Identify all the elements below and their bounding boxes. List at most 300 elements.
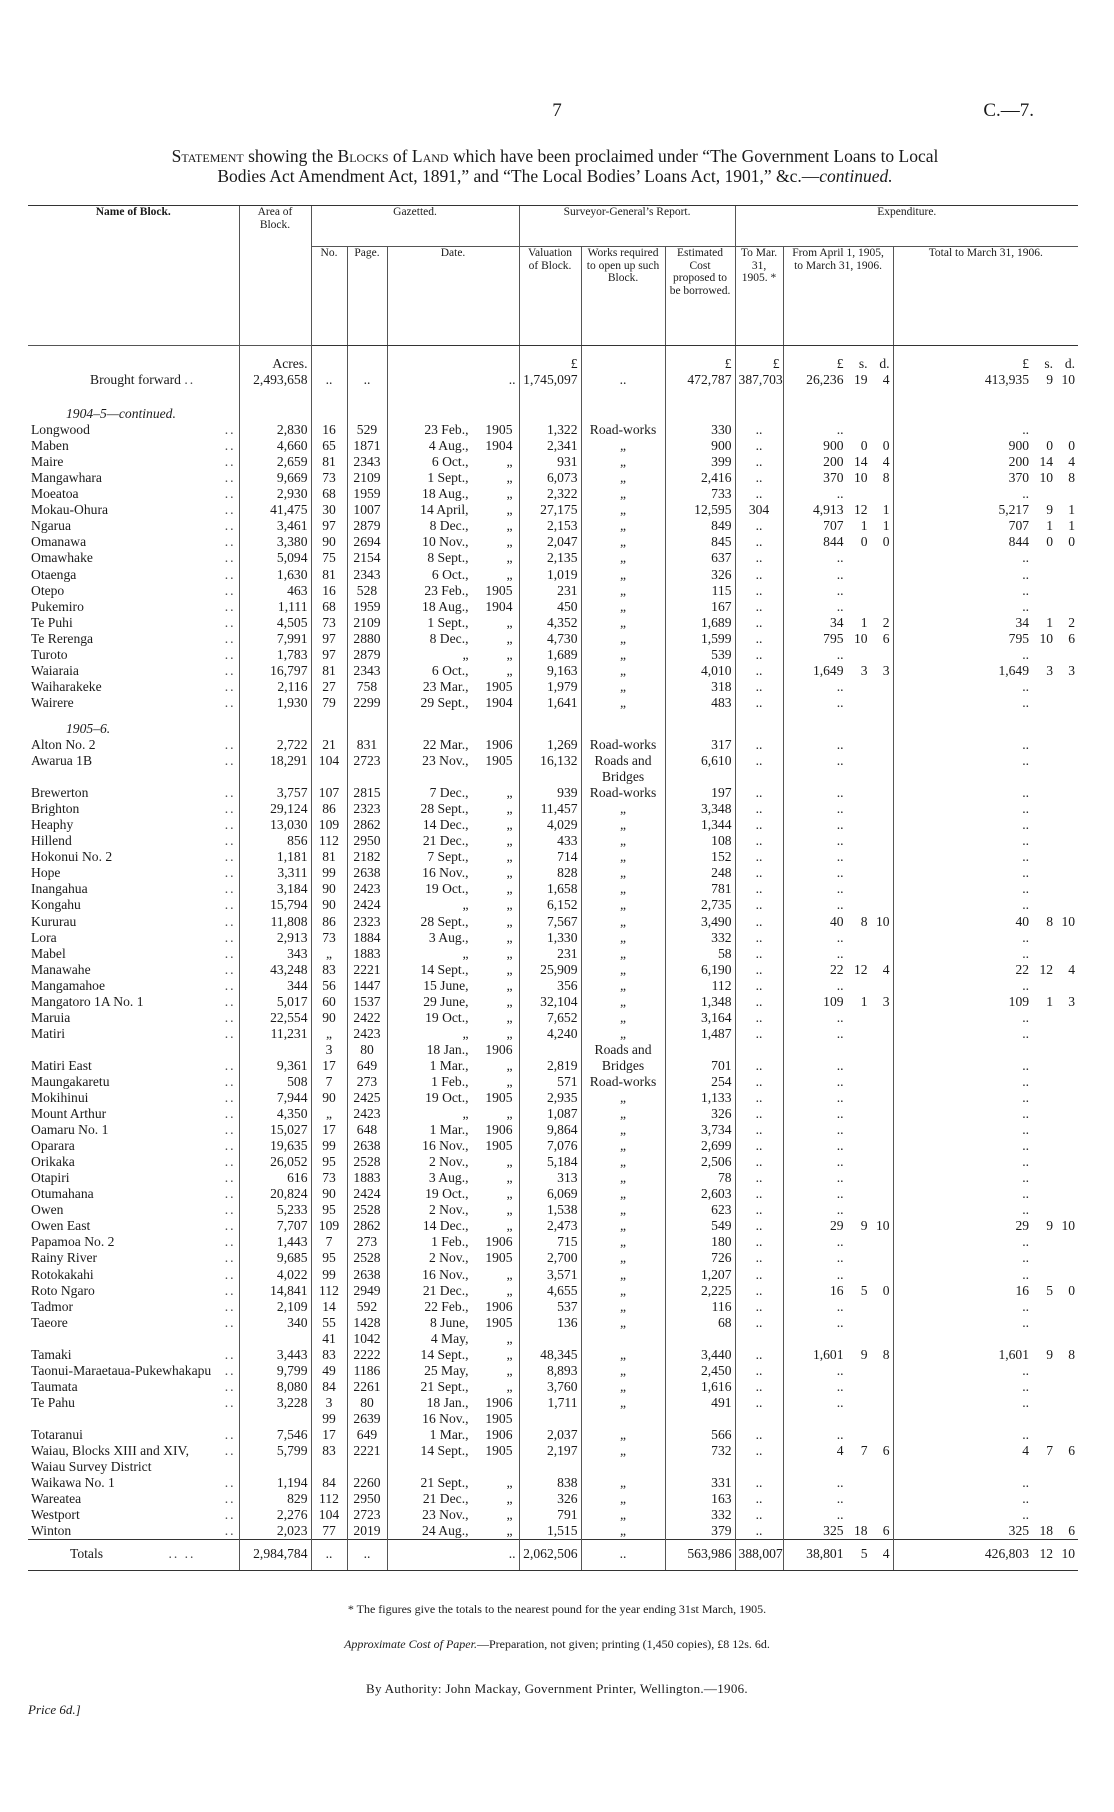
valuation: 2,037 [519,1427,581,1443]
leader-dots: .. [224,694,236,710]
total-1906-cell [893,737,1078,753]
document-reference: C.—7. [983,100,1034,121]
gazette-no: 7 [311,1234,347,1250]
total-1906-cell [893,1122,1078,1138]
leader-dots: .. [224,518,236,534]
to-1905: .. [735,679,783,695]
estimated-cost: 332 [665,930,735,946]
bf-from-pence: 4 [882,372,890,388]
gazette-page: 649 [347,1427,387,1443]
total-1906-pounds: .. [1022,1170,1030,1186]
gazette-no: „ [311,1026,347,1042]
date-day: 14 Sept., [420,1443,469,1459]
from-1905-cell [783,1090,893,1106]
from-1905-pence [868,833,890,849]
date-year: „ [506,785,513,801]
from-1905-cell [783,1443,893,1459]
estimated-cost: 726 [665,1250,735,1266]
gazette-page: 2221 [347,1443,387,1459]
unit-from-shillings: s. [858,356,868,371]
date-day: 1 Sept., [427,614,469,630]
total-1906-cell [893,1507,1078,1523]
valuation: 48,345 [519,1347,581,1363]
area: 15,794 [239,897,311,913]
gazette-no: 81 [311,567,347,583]
from-1905-pence [868,753,890,769]
works: „ [581,1234,665,1250]
date-year: 1905 [485,1410,513,1426]
from-1905-shillings: 8 [860,913,868,929]
empty-cell [347,396,387,422]
total-1906-shillings [1029,881,1053,897]
block-name-cell [28,599,239,615]
title-continued: continued. [819,166,893,186]
from-1905-shillings [844,978,868,994]
from-1905-shillings [844,1475,868,1491]
empty-cell [893,396,1078,422]
block-name-cell [28,663,239,679]
total-1906-pence: 10 [1061,1218,1076,1234]
total-1906-pence [1053,930,1075,946]
total-1906-pence: 6 [1068,1443,1076,1459]
block-name-cell [28,470,239,486]
gazette-date [387,1491,519,1507]
total-1906-cell [893,817,1078,833]
date-year: „ [506,1170,513,1186]
gazette-no: 27 [311,679,347,695]
total-1906-cell [893,1347,1078,1363]
from-1905-cell [783,615,893,631]
from-1905-pounds: .. [836,865,844,881]
date-year: „ [506,1507,513,1523]
total-1906-cell [893,994,1078,1010]
works: Bridges [581,1058,665,1074]
gazette-no: 55 [311,1315,347,1331]
date-year: „ [506,1378,513,1394]
total-1906-shillings: 10 [1039,630,1054,646]
total-1906-pence [1053,1026,1075,1042]
area: 5,017 [239,994,311,1010]
date-year: „ [506,1057,513,1073]
to-1905 [735,1459,783,1475]
date-year: „ [506,566,513,582]
date-day: 14 Sept., [420,961,469,977]
estimated-cost: 6,610 [665,753,735,769]
gazette-no: 97 [311,647,347,663]
from-1905-cell [783,1074,893,1090]
works: „ [581,1154,665,1170]
table-row [28,1267,1078,1283]
area: 3,184 [239,881,311,897]
block-name: Mangamahoe [31,977,105,993]
valuation: 326 [519,1491,581,1507]
valuation: 939 [519,785,581,801]
block-name: Roto Ngaro [31,1282,95,1298]
date-year: „ [506,518,513,534]
from-1905-cell [783,849,893,865]
block-name: Waiharakeke [31,678,102,694]
block-name-cell [28,1491,239,1507]
estimated-cost: 326 [665,567,735,583]
leader-dots: .. [224,881,236,897]
block-name: Omawhake [31,550,93,566]
block-name-cell [28,1267,239,1283]
gazette-date [387,1283,519,1299]
to-1905: .. [735,1122,783,1138]
works: Road-works [581,422,665,438]
gazette-page: 2323 [347,914,387,930]
works: „ [581,567,665,583]
total-1906-cell [893,1283,1078,1299]
from-1905-cell [783,438,893,454]
table-row [28,1315,1078,1331]
block-name-cell [28,1138,239,1154]
from-1905-cell [783,1331,893,1347]
section-heading: 1904–5—continued. [66,406,176,422]
total-1906-pence [1053,422,1075,438]
estimated-cost: 399 [665,454,735,470]
from-1905-pence [868,865,890,881]
date-day: 22 Feb., [424,1298,469,1314]
estimated-cost: 318 [665,679,735,695]
from-1905-shillings [844,1170,868,1186]
table-row [28,454,1078,470]
block-name: Mokau-Ohura [31,502,109,518]
to-1905: .. [735,583,783,599]
gazette-no: 60 [311,994,347,1010]
gazette-page: 2638 [347,1267,387,1283]
from-1905-shillings [844,1090,868,1106]
total-1906-pounds: .. [1022,897,1030,913]
total-1906-pounds: .. [1022,694,1030,710]
area: 2,116 [239,679,311,695]
block-name: Owen East [31,1218,91,1234]
to-1905: .. [735,422,783,438]
estimated-cost: 108 [665,833,735,849]
to-1905: 304 [735,502,783,518]
date-day: 18 Jan., [426,1394,469,1410]
from-1905-shillings [844,897,868,913]
total-1906-pounds: .. [1022,550,1030,566]
date-day: 16 Nov., [422,1266,469,1282]
units-row [28,346,1078,373]
total-1906-shillings [1029,1491,1053,1507]
leader-dots: .. [224,1106,236,1122]
date-day: „ [462,646,469,662]
total-1906-shillings: 1 [1046,993,1054,1009]
title-text: showing the [243,146,338,166]
header-total: Total to March 31, 1906. [893,247,1078,346]
gazette-no: 73 [311,470,347,486]
total-1906-pence [1053,1379,1075,1395]
block-name-cell [28,486,239,502]
area: 3,311 [239,865,311,881]
date-year: „ [506,1330,513,1346]
leader-dots: .. [224,422,236,438]
gazette-page: 2879 [347,647,387,663]
gazette-page [347,769,387,785]
gazette-date [387,1170,519,1186]
gazette-date [387,1427,519,1443]
valuation: 1,269 [519,737,581,753]
valuation: 1,711 [519,1395,581,1411]
gazette-date [387,1459,519,1475]
area: 7,944 [239,1090,311,1106]
table-row [28,930,1078,946]
leader-dots: .. [224,534,236,550]
from-1905-pence [868,1106,890,1122]
to-1905: .. [735,753,783,769]
total-1906-shillings [1029,599,1053,615]
works: Roads and [581,1042,665,1058]
table-row [28,1507,1078,1523]
total-1906-shillings [1029,1122,1053,1138]
total-1906-cell [893,1267,1078,1283]
total-1906-pounds: .. [1022,1475,1030,1491]
gazette-date [387,1138,519,1154]
unit-from-pounds: £ [836,356,844,371]
from-1905-shillings [844,801,868,817]
from-1905-cell [783,550,893,566]
leader-dots: .. [224,1170,236,1186]
from-1905-pounds: .. [836,1202,844,1218]
date-year: „ [506,929,513,945]
total-1906-pence [1053,1122,1075,1138]
gazette-no: 16 [311,583,347,599]
table-row [28,1202,1078,1218]
to-1905: .. [735,550,783,566]
from-1905-shillings [844,1299,868,1315]
to-1905: .. [735,817,783,833]
gazette-no: 7 [311,1074,347,1090]
total-1906-cell [893,1186,1078,1202]
to-1905: .. [735,1186,783,1202]
to-1905: .. [735,1106,783,1122]
gazette-page: 2638 [347,865,387,881]
valuation: 7,076 [519,1138,581,1154]
total-1906-shillings [1029,833,1053,849]
block-name-cell [28,769,239,785]
block-name: Matiri [31,1025,65,1041]
valuation: 2,341 [519,438,581,454]
date-day: 2 Nov., [428,1154,469,1170]
area: 9,799 [239,1363,311,1379]
valuation: 450 [519,599,581,615]
from-1905-pounds: .. [836,1362,844,1378]
block-name: Otaenga [31,566,77,582]
from-1905-cell [783,1491,893,1507]
gazette-page: 1883 [347,1170,387,1186]
bf-total-shillings: 9 [1046,372,1054,388]
total-1906-cell [893,1315,1078,1331]
date-day: 3 Aug., [428,1170,469,1186]
from-1905-pounds: .. [836,486,844,502]
from-1905-shillings: 1 [860,614,868,630]
estimated-cost: 3,490 [665,914,735,930]
total-1906-pence: 1 [1068,518,1076,534]
leader-dots: .. [224,1057,236,1073]
bf-cost: 472,787 [665,372,735,396]
works [581,1331,665,1347]
from-1905-pence [868,978,890,994]
totals-total-pounds: 426,803 [984,1546,1030,1562]
leader-dots: .. [224,1122,236,1138]
table-row [28,914,1078,930]
to-1905: .. [735,1523,783,1540]
section-heading-row [28,396,1078,422]
to-1905: .. [735,631,783,647]
area [239,1459,311,1475]
date-year: „ [506,1523,513,1539]
leader-dots: .. [224,753,236,769]
block-name: Waiau Survey District [31,1459,152,1475]
total-1906-pence [1053,679,1075,695]
to-1905: .. [735,1283,783,1299]
from-1905-pence [868,785,890,801]
total-1906-cell [893,1379,1078,1395]
from-1905-pounds: .. [836,785,844,801]
block-name-cell [28,615,239,631]
date-day: 18 Aug., [422,598,469,614]
total-1906-shillings [1029,1427,1053,1443]
date-day: 8 Sept., [427,550,469,566]
valuation: 4,029 [519,817,581,833]
from-1905-pence [868,1507,890,1523]
works: „ [581,801,665,817]
table-row [28,567,1078,583]
total-1906-shillings [1029,1154,1053,1170]
area: 2,930 [239,486,311,502]
to-1905: .. [735,946,783,962]
from-1905-pence: 10 [875,913,890,929]
from-1905-pence [868,422,890,438]
gazette-page: 80 [347,1395,387,1411]
from-1905-cell [783,769,893,785]
from-1905-pence: 10 [875,1218,890,1234]
area: 1,443 [239,1234,311,1250]
from-1905-cell [783,567,893,583]
works: Bridges [581,769,665,785]
estimated-cost: 566 [665,1427,735,1443]
total-1906-shillings [1029,1315,1053,1331]
area: 1,630 [239,567,311,583]
total-1906-cell [893,567,1078,583]
leader-dots: .. [224,1282,236,1298]
works: „ [581,1026,665,1042]
total-1906-pounds: 900 [1008,438,1030,454]
from-1905-pounds: .. [836,1025,844,1041]
valuation: 7,567 [519,914,581,930]
from-1905-pence [868,599,890,615]
from-1905-cell [783,1363,893,1379]
date-day: 28 Sept., [420,913,469,929]
from-1905-pence [868,1475,890,1491]
valuation: 3,571 [519,1267,581,1283]
area: 3,461 [239,518,311,534]
to-1905: .. [735,1250,783,1266]
works: „ [581,631,665,647]
estimated-cost: 549 [665,1218,735,1234]
table-row [28,518,1078,534]
gazette-page: 2423 [347,1106,387,1122]
date-year: „ [506,1073,513,1089]
block-name: Oparara [31,1138,75,1154]
bf-from-shillings: 19 [853,372,868,388]
total-1906-cell [893,785,1078,801]
to-1905: .. [735,801,783,817]
gazette-no: 21 [311,737,347,753]
from-1905-pounds: .. [836,566,844,582]
leader-dots: .. [224,1314,236,1330]
from-1905-pounds: 4 [836,1443,844,1459]
area: 1,111 [239,599,311,615]
works: „ [581,849,665,865]
cost-text: —Preparation, not given; printing (1,450 copies), £8 12s. 6d. [476,1637,770,1651]
from-1905-shillings [844,1363,868,1379]
gazette-no: 104 [311,753,347,769]
valuation: 1,087 [519,1106,581,1122]
date-year: „ [506,1154,513,1170]
estimated-cost: 12,595 [665,502,735,518]
block-name-cell [28,930,239,946]
valuation: 3,760 [519,1379,581,1395]
gazette-date [387,930,519,946]
from-1905-pounds: .. [836,1090,844,1106]
total-1906-pounds: 844 [1008,534,1030,550]
total-1906-pence [1053,817,1075,833]
gazette-page: 2343 [347,567,387,583]
works [581,1459,665,1475]
estimated-cost: 2,506 [665,1154,735,1170]
from-1905-cell [783,679,893,695]
from-1905-pence: 2 [882,614,890,630]
total-1906-pence [1053,1154,1075,1170]
date-day: 16 Nov., [422,865,469,881]
block-name-cell [28,1026,239,1042]
to-1905: .. [735,962,783,978]
from-1905-cell [783,518,893,534]
total-1906-cell [893,599,1078,615]
gazette-page: 528 [347,583,387,599]
total-1906-shillings [1029,486,1053,502]
gazette-page: 1186 [347,1363,387,1379]
area: 22,554 [239,1010,311,1026]
date-year: „ [506,817,513,833]
total-1906-pounds: 16 [1015,1282,1030,1298]
date-year: 1906 [485,1122,513,1138]
gazette-date [387,1154,519,1170]
from-1905-pounds: 844 [823,534,844,550]
estimated-cost: 845 [665,534,735,550]
total-1906-pounds: .. [1022,598,1030,614]
gazette-date [387,1250,519,1266]
brought-forward-row: Brought forward .. 2,493,658 .. .. .. 1,745,097 .. 472,787 387,703 26,236 19 4 413,935 9 10 [28,372,1078,396]
to-1905: .. [735,994,783,1010]
gazette-no: 65 [311,438,347,454]
leader-dots: .. [224,1378,236,1394]
from-1905-pence [868,1058,890,1074]
from-1905-pounds: 200 [823,454,844,470]
from-1905-pence: 0 [882,438,890,454]
gazette-date [387,914,519,930]
estimated-cost: 248 [665,865,735,881]
from-1905-pounds: .. [836,881,844,897]
from-1905-shillings [844,865,868,881]
gazette-no: 112 [311,833,347,849]
gazette-page: 2862 [347,817,387,833]
table-row [28,695,1078,711]
total-1906-shillings [1029,695,1053,711]
